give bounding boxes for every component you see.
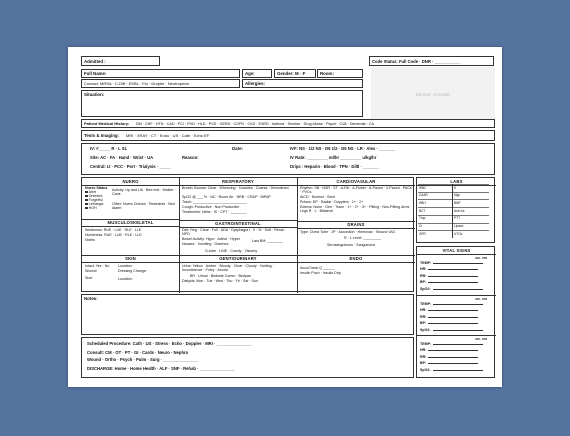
notes-box[interactable] [81,294,414,335]
skin-dressing: Dressing Change: [118,269,147,273]
drains-title: DRAINS [347,222,365,227]
iv-rate: IV Rate: _________ ml/hr _________ u/kg/hr [290,155,377,160]
vital-field[interactable] [420,287,483,291]
vital-field[interactable] [420,328,483,332]
vitals-divider [417,335,496,336]
tests-imaging-box[interactable] [81,130,495,141]
drain-fluid: Serosanguinous · Sanguinous [327,243,376,247]
drain-type: Type: Chest Tube · JP · Accordion · Hemovac · Wound VAC [300,230,396,234]
iv-date: Date: [232,146,243,151]
vital-field[interactable] [420,321,478,325]
patient-sticker-label: PATIENT STICKER [416,93,450,97]
bsc-line: BR · Urinal · Bedside Comm · Bedpan [190,274,251,278]
allergies-label: Allergies: [245,81,266,87]
lab-name[interactable]: CAAR [419,193,428,198]
vital-field[interactable] [420,261,483,265]
gender-label: Gender: M · F [277,71,306,76]
skin-intact: Intact: Yes · No [85,264,110,268]
lab-name[interactable]: WBC [419,185,427,190]
admitted-box[interactable] [81,56,160,66]
vital-field-line [428,308,478,311]
breath-sounds: Breath Sounds: Clear · Wheezing · Crackles · Coarse · Diminished [182,186,289,190]
skin-title: SKIN [125,256,136,262]
consult-line: Consult: CM · OT · PT · GI · Cards · Neuro · Nephro [87,350,189,355]
vitals-am-pm[interactable]: AM · PM [475,297,487,301]
gender-box[interactable] [274,69,316,78]
lab-name[interactable]: Lipase [454,224,464,229]
situation-label: Situation: [84,92,105,97]
code-status-box[interactable] [369,56,494,66]
bowel-line: Bowel Activity: Hypo · Active · Hyper [182,237,240,241]
trach-line: Trach: ___________________________ [182,200,248,204]
tube-line: G-tube · LINE · Cravity · Ostomy [205,249,258,253]
age-box[interactable] [242,69,272,78]
vital-field-line [428,267,478,270]
vital-field[interactable] [420,302,483,306]
vital-field-line [428,321,478,324]
room-box[interactable] [317,69,363,78]
vital-field-label: BP: [420,361,427,366]
edema-line: Edema: None · Gen · Trace · 1+ · 2+ · 3+ · Pitting · Non-Pitting Arms · Legs R · L · Bilateral [300,205,412,214]
msk-notes: Notes: [85,238,96,242]
vital-field[interactable] [420,342,483,346]
drips: Drips : Heparin · Blood · TPN · Diltl · _______ [290,164,380,169]
vital-field-line [433,328,483,331]
lab-name[interactable]: HBH [419,201,426,205]
vital-field-label: SpO2: [420,367,431,372]
vital-field[interactable] [420,267,478,271]
medical-history-box[interactable] [81,119,495,128]
skin-location-2: Location: [118,277,133,281]
skin-location-1: Location: [118,264,133,268]
nursing-report-sheet [68,47,502,387]
drain-level: R · L Level: _________ [344,236,382,240]
vital-field-label: RR: [420,314,427,319]
vital-field-label: BP: [420,280,427,285]
lab-col-divider [452,184,453,238]
neuro-check-hoh[interactable]: HOH [85,206,97,210]
spo2-line: SpO2 @ ___ % · NC · Room Air · NRB · CRAP · BIPAP [182,195,271,199]
situation-box[interactable] [81,90,363,117]
vital-field-line [428,355,478,358]
iv-central: Central: IJ · PCC · Port · Trialysis · _____ [90,164,171,169]
vital-field-label: HR: [420,348,427,353]
iv-site: Site: AC · FA · Hand · Wrist · UA [90,155,154,160]
contact-box[interactable] [81,79,240,88]
vital-field-line [433,261,483,264]
vital-field-label: TEMP: [420,302,432,306]
numbness-line: Numbness: RUE · LUE · RLE · LLE [85,233,142,237]
lab-name[interactable]: GFR [419,231,426,236]
labs-title: LABS [450,179,463,185]
notes-label: Notes: [84,296,98,301]
vital-field-line [433,287,483,290]
discharge-line: DISCHARGE: Home · Home Health · ALF · SNF · Rehab · _______________ [87,366,235,371]
dialysis-line: Dialysis: Mon · Tue · Wed · Thu · Fri · Sat · Sun [182,279,258,283]
msk-title: MUSCULOSKELETAL [107,220,154,225]
aicd-line: AICD · Murmur · Bruit [300,195,335,199]
neuro-status-label: Nuero Status [85,186,108,190]
vital-field[interactable] [420,361,478,365]
vital-field-line [428,361,478,364]
gu-title: GENTIOURINARY [219,256,257,262]
neuro-check-alert[interactable]: Alert [85,190,96,194]
scheduled-procedure: Scheduled Procedure: Cath · US · Stress · Echo · Doppler · MRI · _______________ [87,341,252,346]
vital-field-label: SpO2: [420,286,431,291]
vital-field[interactable] [420,274,478,278]
cardio-title: CARDIOVASULAR [336,179,376,185]
neuro-activity: Activity: Up and Lib · Bed rest · Walker · Cane [112,188,176,197]
vital-signs-title: VITAL SIGNS [442,248,471,254]
code-status-label: Code Status: Full Code · DNR · ___________ [372,58,461,64]
vital-field-line [428,274,478,277]
lab-name[interactable]: PTT [454,216,461,221]
skin-wound: Wound: [85,269,98,273]
vitals-am-pm[interactable]: AM · PM [475,256,487,260]
vitals-divider [417,295,496,296]
discharge-planning-box[interactable] [81,337,414,378]
contact-label: Contact: MRSA · C-Diff · ESBL · Flu · Droplet · Neutropenic [84,81,190,87]
ivf: IVF: NS · 1/2 NS · D5 1/2 · D5 NS · LR · Alex · _______ [290,146,396,151]
iv-reason: Reason: [182,155,199,160]
vital-field-label: RR: [420,273,427,278]
vital-field-label: TEMP: [420,261,432,265]
vital-field-line [433,368,483,371]
neuro-other: Other: Nuero Checks · Restraints · Bed Alarm [112,202,175,211]
nausea-line: Nausea · Vomiting · Diarrhea [182,242,229,246]
insulin-line: Insulin Push · Insulin Drip [300,271,341,275]
vital-field-label: HR: [420,267,427,272]
age-label: Age: [245,71,255,76]
allergies-box[interactable] [242,79,363,88]
vital-field-line [428,348,478,351]
weakness-line: Weakness: RUE · LUE · RLE · LLE [85,228,142,232]
vital-field-label: HR: [420,308,427,313]
vital-field-line [433,342,483,345]
systems-assessment-grid [81,177,414,292]
neuro-check-lethargic[interactable]: Lethargic [85,202,103,206]
lab-name[interactable]: BCT [419,208,426,213]
neuro-check-forgetful[interactable]: Forgetful [85,198,103,202]
iv-line1: IV: #_____ R · L SL [90,146,128,151]
labs-grid [418,184,489,238]
vital-field-line [428,315,478,318]
urine-line: Urine: Yellow · Amber · Bloody · Clear · Cloudy · Voiding · Incontinence · Foley · Anuria [182,264,274,273]
patient-sticker-area [371,67,495,125]
cough-line: Cough: Productive · Non Productive [182,205,240,209]
vital-field[interactable] [420,315,478,319]
tests-imaging-label: Tests & Imaging: [84,133,120,138]
vital-field-label: TEMP: [420,342,432,346]
vital-field-label: RR: [420,354,427,359]
full-name-label: Full Name: [84,71,107,76]
vital-field-label: BP: [420,321,427,326]
lab-name[interactable]: Anti-Xa [454,208,465,213]
vital-field[interactable] [420,280,478,284]
gi-title: GASTROINTESTINAL [215,221,261,226]
medical-history-items: DM · CHF · HTN · CAD · PCI · PVD · HLD · PVD · GERD · COPD · CKD · ESRD · Asthma · Smoker · Drug Abuse · Psych · CVA · Dementia · CA [136,122,375,127]
full-name-box[interactable] [81,69,240,78]
skin-size: Size: [85,276,93,280]
accucheck-line: AccuCheck Q ______ [300,266,335,270]
neuro-title: NUERO [122,179,139,185]
endo-title: ENDO [349,256,363,262]
medical-history-label: Patient Medical History: [84,121,130,127]
respiratory-title: RESPIRATORY [222,179,254,185]
iv-section[interactable] [81,143,495,175]
lab-name[interactable]: K [454,185,457,190]
vital-field-label: SpO2: [420,327,431,332]
vitals-am-pm[interactable]: AM · PM [475,337,487,341]
last-bm-line: Last BM: ________ [252,239,284,243]
consult-line-2: Wound · Ortho · Psych · Pulm · Surg · _______________ [87,357,199,362]
lab-name[interactable]: Trop [419,216,426,221]
vital-signs-box [416,246,495,378]
vital-field[interactable] [420,308,478,312]
neuro-check-oriented[interactable]: Oriented [85,194,102,198]
vital-field-line [428,280,478,283]
rhythm-line: Rhythm: SB · NSR · ST · A-Fib · A-Flutter · A-Paced · V-Paced · PACs · PVCs [300,186,412,195]
treatments-line: Treatments: Nebs · IS · CPT · ________ [182,210,247,214]
lab-name[interactable]: Cr [419,224,423,229]
lab-name[interactable]: UTOs [454,231,463,236]
vital-field[interactable] [420,368,483,372]
admitted-label: Admitted : [84,58,106,64]
pulses-line: Pulses: DP · Radial · Dopplers · 1+ · 2+ [300,200,364,204]
lab-name[interactable]: Mgc [454,193,461,198]
tests-imaging-items: MRI · XRAY · CT · Endo · US · Cath · Echo EF : [126,133,212,139]
lab-name[interactable]: BNP [454,201,461,205]
vital-field[interactable] [420,348,478,352]
vital-field-line [433,302,483,305]
vital-field[interactable] [420,355,478,359]
room-label: Room: [320,71,334,76]
diet-line: Diet: Reg · Clear · Full · ADA · Dysphagia I · II · III · Soft · Renal · NPO [182,228,286,237]
